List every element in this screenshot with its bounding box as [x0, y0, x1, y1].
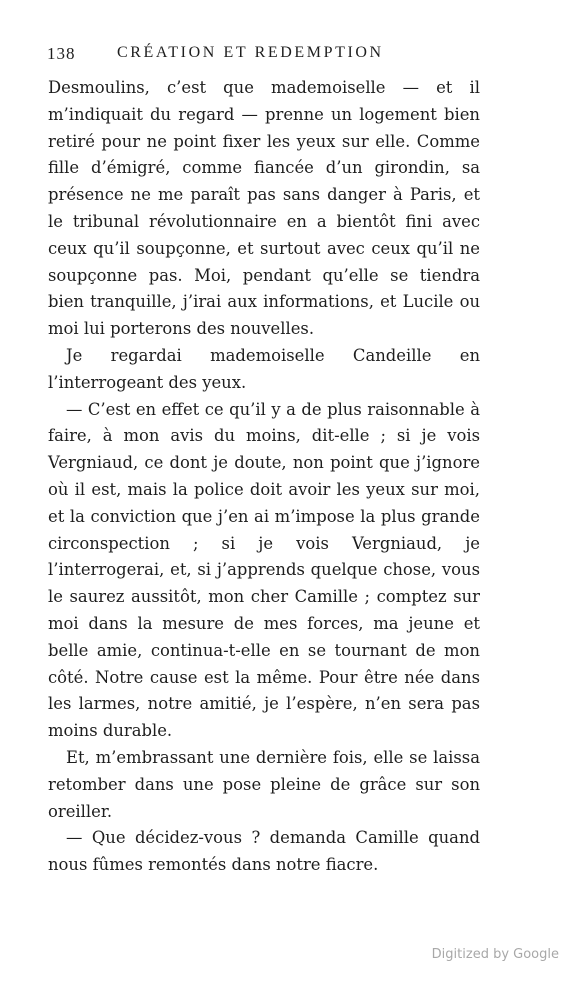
paragraph: Je regardai mademoiselle Candeille en l’interrogeant des yeux. [48, 345, 480, 392]
page-number: 138 [47, 44, 76, 63]
paragraph: Et, m’embrassant une dernière fois, elle se laissa retomber dans une pose pleine de grâce sur son oreiller. [48, 747, 480, 821]
page-header [47, 44, 487, 68]
text-body [48, 75, 480, 879]
paragraph: — Que décidez-vous ? demanda Camille quand nous fûmes remontés dans notre fiacre. [48, 828, 480, 875]
paragraph: Desmoulins, c’est que mademoiselle — et il m’indiquait du regard — prenne un logement bien retiré pour ne point fixer les yeux sur elle. Comme fille d’émigré, comme fiancée d’un girondin, sa présence ne me paraît pas sans danger à Paris, et le tribunal révolutionnaire en a bientôt fini avec ceux qu’il soupçonne, et surtout avec ceux qu’il ne soupçonne pas. Moi, pendant qu’elle se tiendra bien tranquille, j’irai aux informations, et Lucile ou moi lui porterons des nouvelles. [48, 78, 480, 339]
running-title: CRÉATION ET REDEMPTION [117, 44, 384, 61]
paragraph: — C’est en effet ce qu’il y a de plus raisonnable à faire, à mon avis du moins, dit-elle ; si je vois Vergniaud, ce dont je doute, non point que j’ignore où il est, mais la police doit avoir les yeux sur moi, et la conviction que j’en ai m’impose la plus grande circonspection ; si je vois Vergniaud, je l’interrogerai, et, si j’apprends quelque chose, vous le saurez aussitôt, mon cher Camille ; comptez sur moi dans la mesure de mes forces, ma jeune et belle amie, continua-t-elle en se tournant de mon côté. Notre cause est la même. Pour être née dans les larmes, notre amitié, je l’espère, n’en sera pas moins durable. [48, 399, 480, 741]
digitized-watermark: Digitized by Google [431, 947, 559, 962]
